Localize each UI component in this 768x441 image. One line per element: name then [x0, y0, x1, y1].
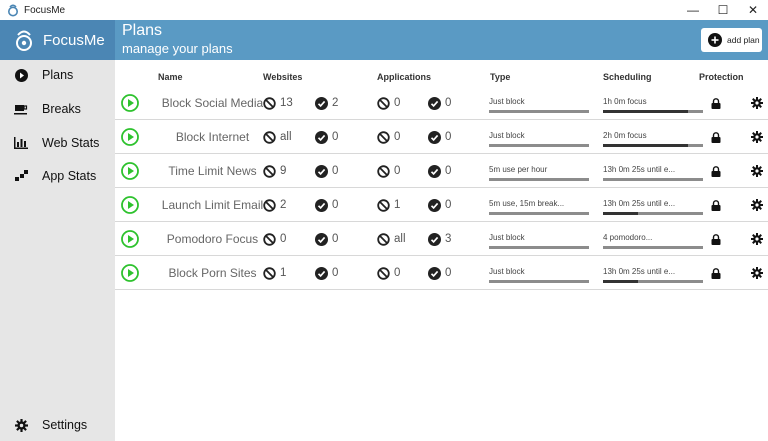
websites-allowed-count [315, 94, 338, 112]
apps-blocked-count [377, 196, 400, 214]
column-header-applications[interactable]: Applications [377, 72, 432, 82]
sidebar-item-label: App Stats [42, 169, 97, 183]
block-icon [377, 267, 390, 280]
plan-name: Block Porn Sites [168, 266, 257, 280]
sidebar-item-label: Web Stats [42, 136, 100, 150]
apps-allowed-count [428, 264, 451, 282]
plan-schedule: 2h 0m focus [603, 131, 647, 140]
check-circle-icon [428, 199, 441, 212]
sidebar-item-label: Plans [42, 68, 74, 82]
plan-schedule: 4 pomodoro... [603, 233, 653, 242]
websites-allowed-count [315, 128, 338, 146]
block-icon [263, 97, 276, 110]
type-underline [489, 144, 589, 147]
schedule-progress-bar [603, 178, 703, 181]
column-header-name[interactable]: Name [158, 72, 183, 82]
page-subtitle: manage your plans [122, 41, 233, 56]
coffee-cup-icon [14, 102, 28, 116]
apps-blocked-value: 0 [394, 267, 401, 279]
websites-blocked-count [263, 264, 286, 282]
websites-blocked-count [263, 128, 292, 146]
websites-allowed-value: 2 [332, 97, 339, 109]
lock-icon[interactable] [711, 234, 721, 245]
plan-schedule: 13h 0m 25s until e... [603, 199, 676, 208]
gear-icon[interactable] [751, 233, 763, 245]
block-icon [377, 97, 390, 110]
websites-allowed-value: 0 [332, 199, 339, 211]
plan-type: Just block [489, 233, 525, 242]
plan-type: 5m use per hour [489, 165, 548, 174]
websites-blocked-value: 0 [280, 233, 287, 245]
apps-allowed-count [428, 94, 451, 112]
block-icon [263, 233, 276, 246]
plan-name: Block Internet [175, 130, 250, 144]
sidebar-item-web-stats[interactable] [0, 128, 115, 158]
schedule-progress-fill [603, 110, 688, 113]
app-logo-icon [6, 3, 20, 17]
websites-blocked-value: 9 [280, 165, 287, 177]
apps-allowed-value: 0 [445, 131, 452, 143]
window-controls [678, 0, 768, 20]
check-circle-icon [315, 165, 328, 178]
check-circle-icon [428, 97, 441, 110]
block-icon [377, 131, 390, 144]
lock-icon[interactable] [711, 132, 721, 143]
plan-type: Just block [489, 267, 525, 276]
table-row[interactable] [115, 256, 768, 290]
apps-blocked-count [377, 230, 406, 248]
play-icon[interactable] [121, 128, 139, 146]
add-plan-button[interactable] [701, 28, 762, 52]
plus-circle-icon [708, 33, 722, 47]
schedule-progress-bar [603, 280, 703, 283]
plan-schedule: 1h 0m focus [603, 97, 647, 106]
websites-blocked-value: 1 [280, 267, 287, 279]
table-row[interactable] [115, 154, 768, 188]
sidebar-item-label: Settings [42, 418, 88, 432]
check-circle-icon [428, 233, 441, 246]
sidebar-item-plans[interactable] [0, 60, 115, 90]
plan-type: Just block [489, 97, 525, 106]
block-icon [263, 267, 276, 280]
block-icon [377, 233, 390, 246]
plan-type: 5m use, 15m break... [489, 199, 565, 208]
table-row[interactable] [115, 120, 768, 154]
type-underline [489, 110, 589, 113]
plan-name: Time Limit News [168, 164, 257, 178]
play-icon[interactable] [121, 264, 139, 282]
play-icon[interactable] [121, 230, 139, 248]
apps-allowed-value: 0 [445, 165, 452, 177]
lock-icon[interactable] [711, 200, 721, 211]
websites-allowed-value: 0 [332, 165, 339, 177]
plans-table [115, 86, 768, 290]
gear-icon[interactable] [751, 199, 763, 211]
check-circle-icon [315, 233, 328, 246]
apps-allowed-count [428, 196, 451, 214]
websites-allowed-value: 0 [332, 267, 339, 279]
gear-icon[interactable] [751, 165, 763, 177]
apps-blocked-value: 1 [394, 199, 401, 211]
maximize-button[interactable]: ☐ [717, 3, 729, 17]
check-circle-icon [315, 97, 328, 110]
block-icon [377, 199, 390, 212]
websites-blocked-value: all [280, 131, 292, 143]
check-circle-icon [315, 131, 328, 144]
table-row[interactable] [115, 86, 768, 120]
play-icon[interactable] [121, 94, 139, 112]
sidebar-item-app-stats[interactable] [0, 161, 115, 191]
gear-icon [14, 418, 28, 432]
sidebar-item-label: Breaks [42, 102, 81, 116]
websites-blocked-value: 13 [280, 97, 293, 109]
sidebar-item-settings[interactable] [0, 410, 115, 440]
bar-chart-icon [14, 136, 28, 150]
table-header [115, 68, 768, 86]
apps-blocked-value: 0 [394, 97, 401, 109]
gear-icon[interactable] [751, 97, 763, 109]
sidebar-item-breaks[interactable] [0, 94, 115, 124]
websites-allowed-count [315, 162, 338, 180]
type-underline [489, 178, 589, 181]
add-plan-label: add plan [727, 35, 760, 45]
gear-icon[interactable] [751, 267, 763, 279]
window-title: FocusMe [24, 4, 66, 16]
focusme-logo-icon [13, 28, 35, 52]
schedule-progress-fill [603, 280, 638, 283]
type-underline [489, 246, 589, 249]
play-icon[interactable] [121, 196, 139, 214]
websites-allowed-value: 0 [332, 233, 339, 245]
check-circle-icon [315, 199, 328, 212]
check-circle-icon [428, 131, 441, 144]
scatter-icon [14, 169, 28, 183]
websites-allowed-value: 0 [332, 131, 339, 143]
plan-name: Pomodoro Focus [166, 232, 259, 246]
minimize-button[interactable]: — [687, 3, 699, 17]
schedule-progress-bar [603, 212, 703, 215]
schedule-progress-bar [603, 246, 703, 249]
websites-blocked-count [263, 94, 293, 112]
apps-blocked-value: all [394, 233, 406, 245]
apps-allowed-value: 3 [445, 233, 452, 245]
type-underline [489, 280, 589, 283]
sidebar [0, 60, 115, 441]
apps-allowed-value: 0 [445, 97, 452, 109]
table-row[interactable] [115, 222, 768, 256]
check-circle-icon [428, 267, 441, 280]
plan-name: Block Social Media [161, 96, 264, 110]
column-header-protection[interactable]: Protection [699, 72, 744, 82]
page-title: Plans [122, 22, 163, 39]
block-icon [377, 165, 390, 178]
websites-blocked-value: 2 [280, 199, 287, 211]
brand-name: FocusMe [43, 31, 105, 49]
lock-icon[interactable] [711, 166, 721, 177]
websites-blocked-count [263, 230, 286, 248]
type-underline [489, 212, 589, 215]
title-bar [0, 0, 768, 20]
apps-blocked-value: 0 [394, 165, 401, 177]
column-header-type[interactable]: Type [490, 72, 511, 82]
websites-blocked-count [263, 196, 286, 214]
apps-allowed-count [428, 230, 451, 248]
schedule-progress-bar [603, 110, 703, 113]
apps-blocked-count [377, 128, 400, 146]
websites-allowed-count [315, 230, 338, 248]
schedule-progress-bar [603, 144, 703, 147]
apps-blocked-count [377, 264, 400, 282]
plan-schedule: 13h 0m 25s until e... [603, 267, 676, 276]
apps-blocked-count [377, 94, 400, 112]
block-icon [263, 199, 276, 212]
table-row[interactable] [115, 188, 768, 222]
column-header-websites[interactable]: Websites [263, 72, 303, 82]
schedule-progress-fill [603, 212, 638, 215]
block-icon [263, 165, 276, 178]
plan-schedule: 13h 0m 25s until e... [603, 165, 676, 174]
websites-blocked-count [263, 162, 286, 180]
apps-allowed-value: 0 [445, 199, 452, 211]
apps-allowed-count [428, 128, 451, 146]
schedule-progress-fill [603, 144, 688, 147]
column-header-scheduling[interactable]: Scheduling [603, 72, 652, 82]
brand-header [0, 20, 115, 60]
apps-blocked-count [377, 162, 400, 180]
play-icon[interactable] [121, 162, 139, 180]
apps-blocked-value: 0 [394, 131, 401, 143]
check-circle-icon [315, 267, 328, 280]
apps-allowed-value: 0 [445, 267, 452, 279]
apps-allowed-count [428, 162, 451, 180]
play-circle-icon [14, 68, 28, 82]
close-button[interactable]: ✕ [747, 3, 759, 17]
check-circle-icon [428, 165, 441, 178]
websites-allowed-count [315, 264, 338, 282]
block-icon [263, 131, 276, 144]
plan-name: Launch Limit Email [161, 198, 264, 212]
page-header [115, 20, 768, 60]
websites-allowed-count [315, 196, 338, 214]
gear-icon[interactable] [751, 131, 763, 143]
lock-icon[interactable] [711, 268, 721, 279]
lock-icon[interactable] [711, 98, 721, 109]
plan-type: Just block [489, 131, 525, 140]
